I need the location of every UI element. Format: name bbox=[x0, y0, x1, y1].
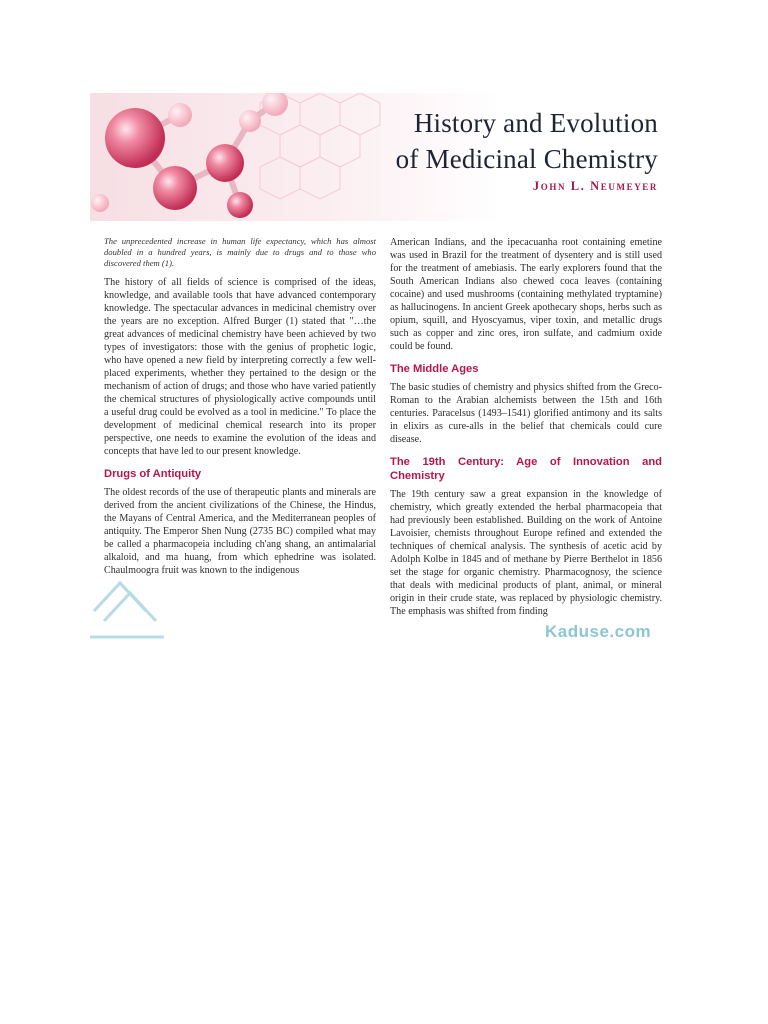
title-line-2: of Medicinal Chemistry bbox=[395, 144, 658, 174]
watermark-logo bbox=[90, 571, 170, 643]
nineteenth-paragraph: The 19th century saw a great expansion in the knowledge of chemistry, which greatly extended the herbal pharmacopeia that had previously been established. Building on the work of Antoine Lavoisier, chemists throughout Europe refined and extended the techniques of chemical analysis. The synthesis of acetic acid by Adolph Kolbe in 1845 and of methane by Pierre Berthelot in 1856 set the stage for organic chemistry. Pharmacognosy, the science that deals with medicinal products of plant, animal, or mineral origin in their crude state, was replaced by physiologic chemistry. The emphasis was shifted from finding bbox=[390, 489, 662, 617]
article-title bbox=[396, 105, 658, 177]
epigraph: The unprecedented increase in human life expectancy, which has almost doubled in a hundred years, is mainly due to drugs and to those who discovered them (1). bbox=[104, 236, 376, 268]
antiquity-continued-paragraph: American Indians, and the ipecacuanha root containing emetine was used in Brazil for the treatment of dysentery and is still used for the treatment of amebiasis. The early explorers found that the South American Indians also chewed coca leaves (containing cocaine) and used mushrooms (containing methylated tryptamine) as hallucinogens. In ancient Greek apothecary shops, herbs such as opium, squill, and Hyoscyamus, viper toxin, and metallic drugs such as copper and zinc ores, iron sulfate, and cadmium oxide could be found. bbox=[390, 237, 662, 352]
middle-ages-paragraph: The basic studies of chemistry and physics shifted from the Greco-Roman to the Arabian alchemists between the 15th and 16th centuries. Paracelsus (1493–1541) glorified antimony and its salts in elixirs as cure-alls in the belief that chemicals could cure disease. bbox=[390, 382, 662, 445]
author-name: John L. Neumeyer bbox=[532, 179, 658, 193]
intro-paragraph: The history of all fields of science is comprised of the ideas, knowledge, and available tools that have advanced contemporary knowledge. The spectacular advances in medicinal chemistry over the years are no exception. Alfred Burger (1) stated that "…the great advances of medicinal chemistry have been achieved by two types of investigators: those with the genius of prophetic logic, who have opened a new field by interpreting correctly a few well-placed experiments, whether they pertained to the design or the mechanism of action of drugs; and those who have varied patiently the chemical structures of physiologically active compounds until a useful drug could be evolved as a tool in medicine." To place the development of medicinal chemical research into its proper perspective, one needs to examine the evolution of the ideas and concepts that have led to our present knowledge. bbox=[104, 277, 376, 457]
heading-19th-century: The 19th Century: Age of Innovation and Chemistry bbox=[390, 456, 662, 482]
watermark-text: Kaduse.com bbox=[545, 622, 652, 641]
antiquity-paragraph: The oldest records of the use of therapeutic plants and minerals are derived from the ancient civilizations of the Chinese, the Hindus, the Mayans of Central America, and the Mediterranean peoples of antiquity. The Emperor Shen Nung (2735 BC) compiled what may be called a pharmacopeia including ch'ang shang, an antimalarial alkaloid, and ma huang, from which ephedrine was isolated. Chaulmoogra fruit was known to the indigenous bbox=[104, 487, 376, 576]
header-banner bbox=[90, 93, 678, 221]
heading-middle-ages: The Middle Ages bbox=[390, 363, 479, 375]
article-page bbox=[90, 93, 678, 643]
right-column bbox=[390, 236, 662, 627]
molecule-illustration bbox=[90, 93, 330, 221]
title-line-1: History and Evolution bbox=[413, 108, 658, 138]
left-column bbox=[104, 236, 376, 586]
heading-drugs-of-antiquity: Drugs of Antiquity bbox=[104, 468, 202, 480]
